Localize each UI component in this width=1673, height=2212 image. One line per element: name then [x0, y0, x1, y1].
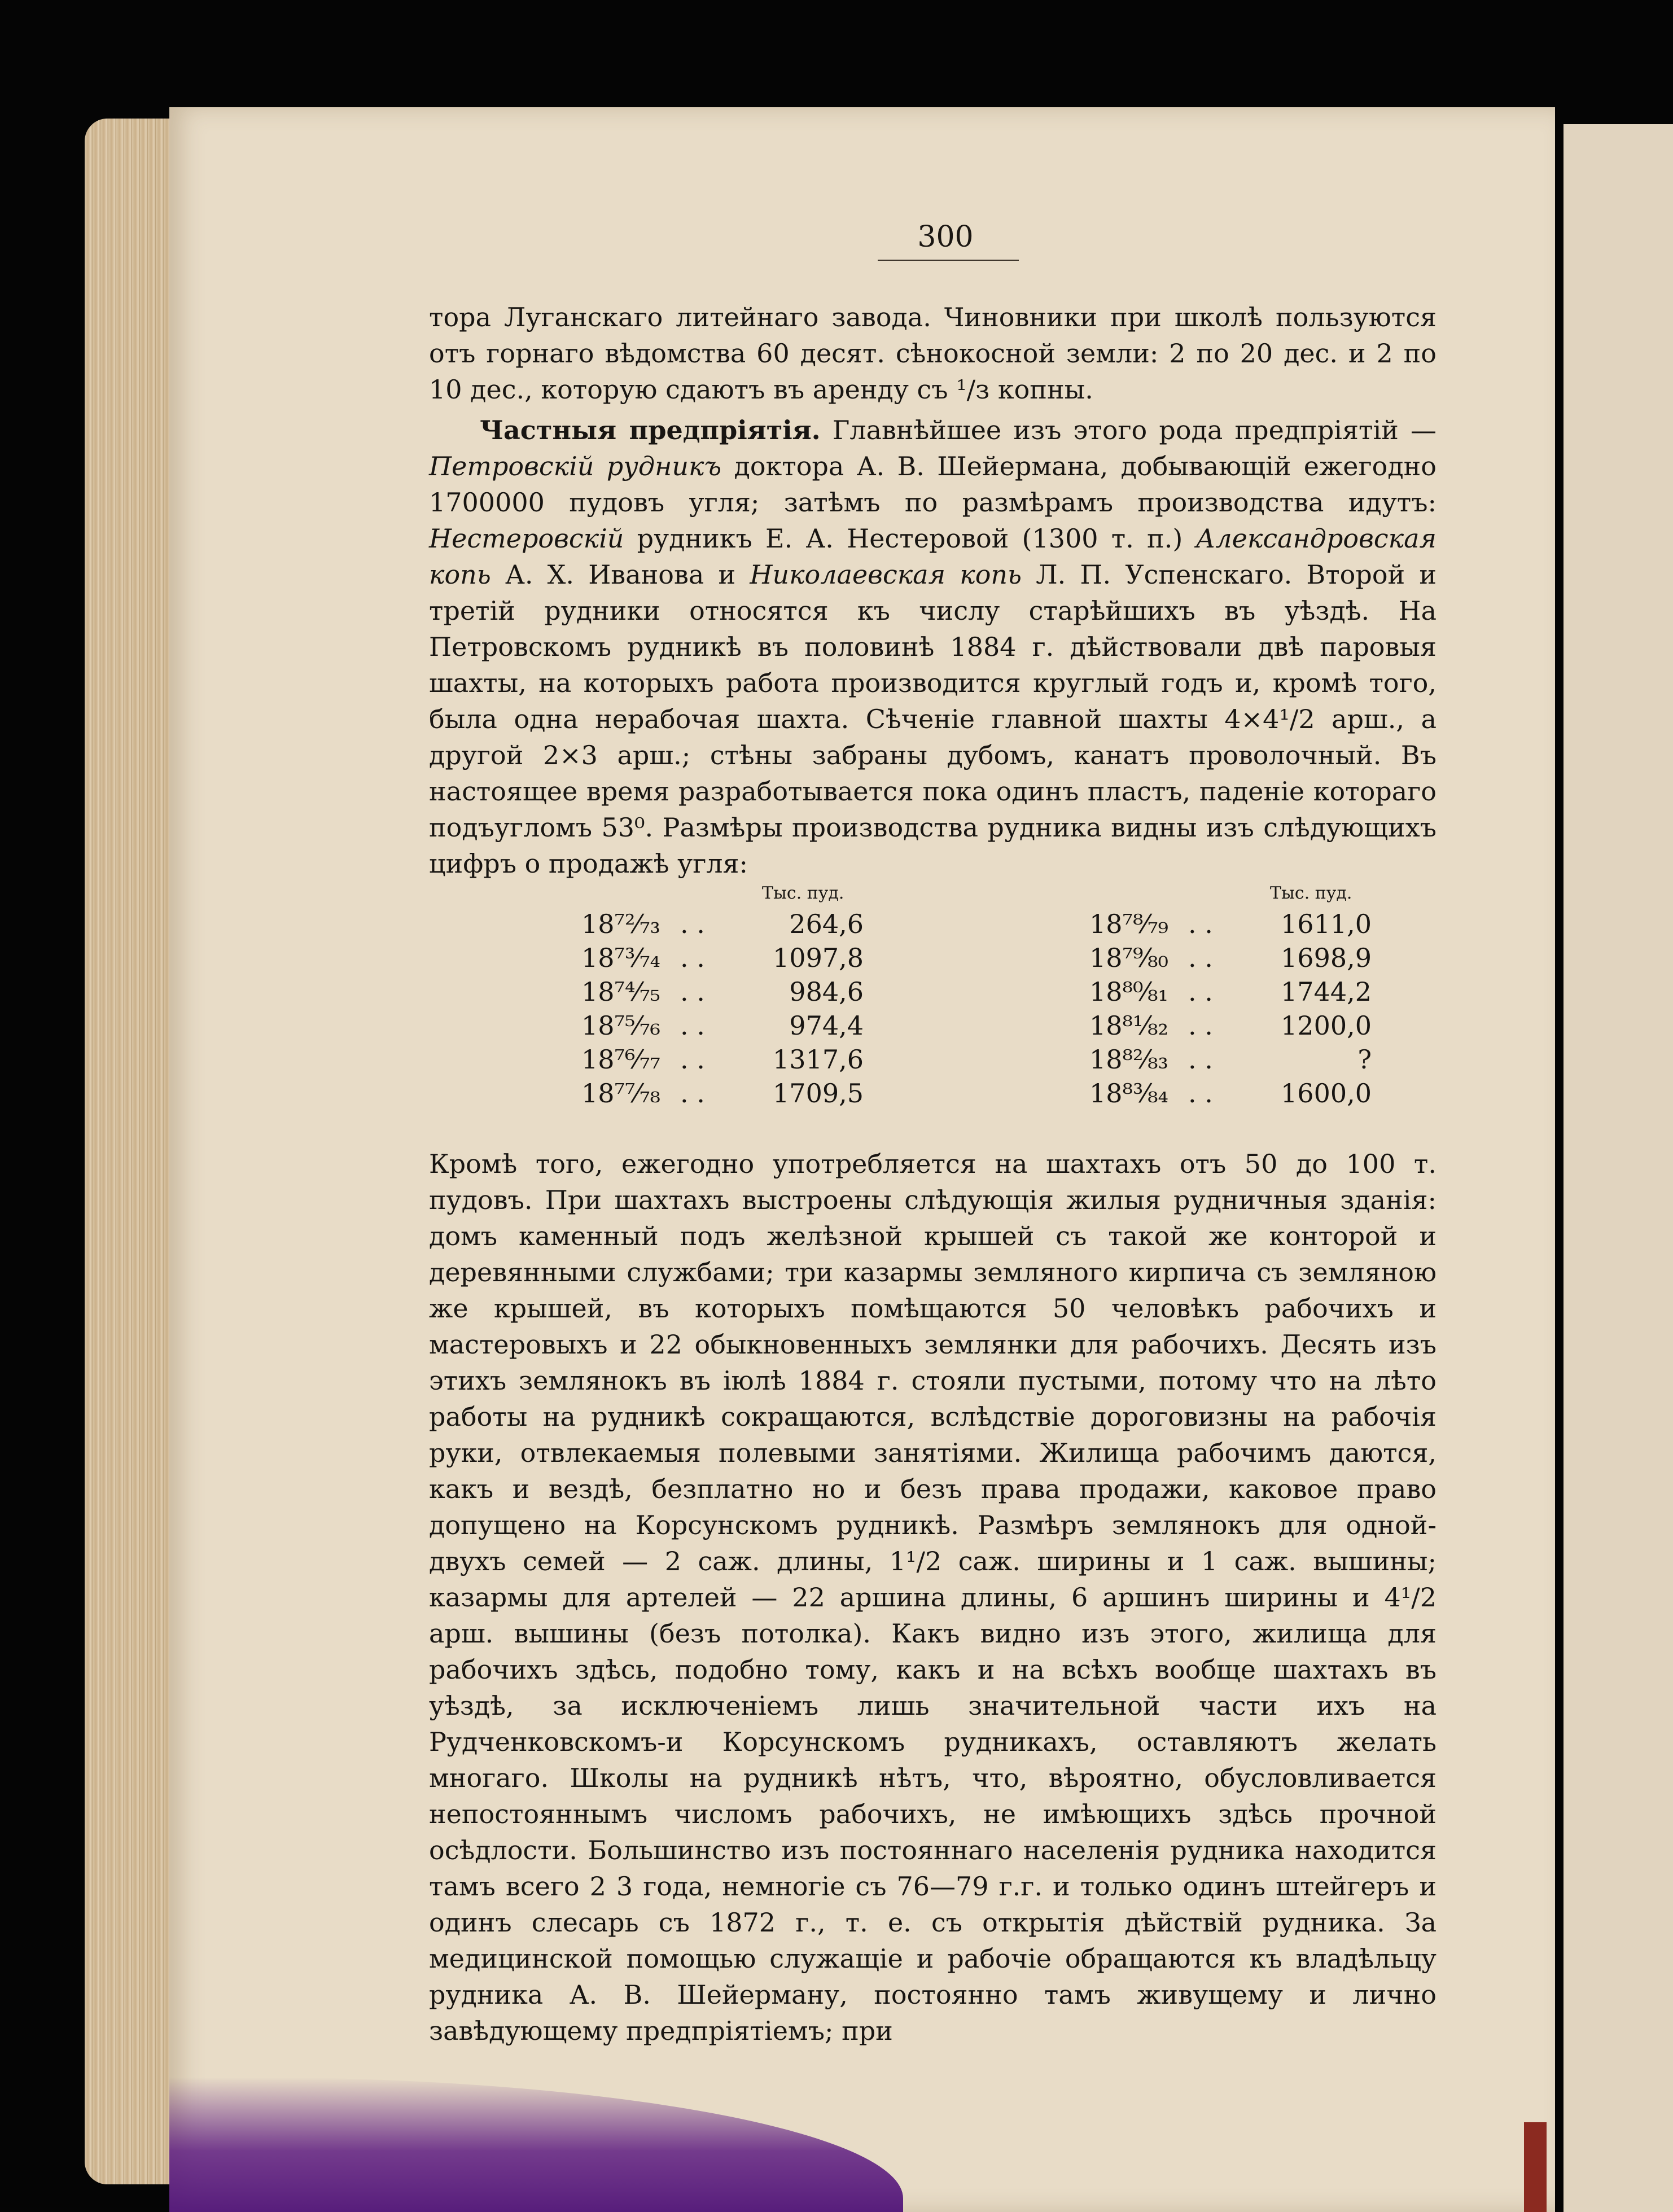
value-cell: 1709,5 [773, 1078, 864, 1109]
text-run: доктора А. В. Шейермана, добывающій ежегодно 1700000 пудовъ угля; затѣмъ по размѣрамъ производства идутъ: [429, 451, 1437, 518]
year-cell: 18⁷⁷⁄₇₈ [581, 1078, 660, 1109]
leader-dots: . . [1188, 943, 1213, 973]
table-row [581, 1010, 920, 1044]
page-number-rule [878, 260, 1019, 261]
table-row [1089, 1010, 1428, 1044]
year-cell: 18⁸³⁄₈₄ [1089, 1078, 1168, 1109]
value-cell: 1317,6 [773, 1044, 864, 1075]
leader-dots: . . [1188, 1078, 1213, 1109]
value-cell: 974,4 [789, 1010, 864, 1041]
text-run: А. Х. Иванова и [490, 559, 750, 590]
italic-name: Александровская копь [429, 523, 1436, 590]
paragraph-text [429, 412, 1436, 882]
table-row [581, 943, 920, 976]
bookmark-ribbon [1524, 2122, 1547, 2212]
value-cell: ? [1357, 1044, 1372, 1075]
value-cell: 1600,0 [1281, 1078, 1372, 1109]
page-number: 300 [917, 220, 974, 254]
leader-dots: . . [1188, 976, 1213, 1007]
year-cell: 18⁷²⁄₇₃ [581, 909, 660, 939]
column-header: Тыс. пуд. [762, 883, 844, 903]
year-cell: 18⁷³⁄₇₄ [581, 943, 660, 973]
year-cell: 18⁷⁵⁄₇₆ [581, 1010, 660, 1041]
table-row [1089, 1044, 1428, 1078]
text-run: рудникъ Е. А. Нестеровой (1300 т. п.) [624, 523, 1196, 554]
leader-dots: . . [680, 976, 705, 1007]
table-row [1089, 976, 1428, 1010]
table-row [581, 1078, 920, 1112]
value-cell: 984,6 [789, 976, 864, 1007]
year-cell: 18⁷⁸⁄₇₉ [1089, 909, 1168, 939]
year-cell: 18⁸¹⁄₈₂ [1089, 1010, 1168, 1041]
paragraph-buildings [429, 1146, 1436, 2049]
leader-dots: . . [1188, 1044, 1213, 1075]
leader-dots: . . [680, 1010, 705, 1041]
table-row [581, 976, 920, 1010]
value-cell: 1200,0 [1281, 1010, 1372, 1041]
paragraph-text: тора Луганскаго литейнаго завода. Чиновники при школѣ пользуются отъ горнаго вѣдомства 60 десят. сѣнокосной земли: 2 по 20 дес. и 2 по 10 дес., которую сдаютъ въ аренду съ ¹/з копны. [429, 302, 1436, 405]
value-cell: 1097,8 [773, 943, 864, 973]
year-cell: 18⁷⁶⁄₇₇ [581, 1044, 660, 1075]
text-run: Л. П. Успенскаго. Второй и третій рудники относятся къ числу старѣйшихъ въ уѣздѣ. На Петровскомъ рудникѣ въ половинѣ 1884 г. дѣйствовали двѣ паровыя шахты, на которыхъ работа производится круглый годъ и, кромѣ того, была одна нерабочая шахта. Сѣченіе главной шахты 4×4¹/2 арш., а другой 2×3 арш.; стѣны забраны дубомъ, канатъ проволочный. Въ настоящее время разработывается пока одинъ пластъ, паденіе котораго подъугломъ 53⁰. Размѣры производства рудника видны изъ слѣдующихъ цифръ о продажѣ угля: [429, 559, 1437, 879]
value-cell: 1744,2 [1281, 976, 1372, 1007]
italic-name: Николаевская копь [750, 559, 1022, 590]
coal-sales-table [564, 883, 1400, 1132]
paragraph-continued [429, 299, 1436, 408]
year-cell: 18⁸⁰⁄₈₁ [1089, 976, 1168, 1007]
leader-dots: . . [680, 943, 705, 973]
year-cell: 18⁸²⁄₈₃ [1089, 1044, 1168, 1075]
italic-name: Петровскій рудникъ [429, 451, 722, 481]
leader-dots: . . [680, 909, 705, 939]
table-row [581, 909, 920, 943]
table-row [581, 1044, 920, 1078]
column-header: Тыс. пуд. [1270, 883, 1352, 903]
facing-page-edge [1563, 124, 1673, 2212]
paragraph-text: Кромѣ того, ежегодно употребляется на шахтахъ отъ 50 до 100 т. пудовъ. При шахтахъ выстроены слѣдующія жилыя рудничныя зданія: домъ каменный подъ желѣзной крышей съ такой же конторой и деревянными службами; три казармы земляного кирпича съ земляною же крышей, въ которыхъ помѣщаются 50 человѣкъ рабочихъ и мастеровыхъ и 22 обыкновенныхъ землянки для рабочихъ. Десять изъ этихъ землянокъ въ іюлѣ 1884 г. стояли пустыми, потому что на лѣто работы на рудникѣ сокращаются, вслѣдствіе дороговизны на рабочія руки, отвлекаемыя полевыми занятіями. Жилища рабочимъ даются, какъ и вездѣ, безплатно но и безъ права продажи, каковое право допущено на Корсунскомъ рудникѣ. Размѣръ землянокъ для одной-двухъ семей — 2 саж. длины, 1¹/2 саж. ширины и 1 саж. вышины; казармы для артелей — 22 аршина длины, 6 аршинъ ширины и 4¹/2 арш. вышины (безъ потолка). Какъ видно изъ этого, жилища для рабочихъ здѣсь, подобно тому, какъ и на всѣхъ вообще шахтахъ въ уѣздѣ, за исключеніемъ лишь значительной части ихъ на Рудченковскомъ-и Корсунскомъ рудникахъ, оставляютъ желать многаго. Школы на рудникѣ нѣтъ, что, вѣроятно, обусловливается непостояннымъ числомъ рабочихъ, не имѣющихъ здѣсь прочной осѣдлости. Большинство изъ постояннаго населенія рудника находится тамъ всего 2 3 года, немногіе съ 76—79 г.г. и только одинъ штейгеръ и одинъ слесарь съ 1872 г., т. е. съ открытія дѣйствій рудника. За медицинской помощью служащіе и рабочіе обращаются къ владѣльцу рудника А. В. Шейерману, постоянно тамъ живущему и лично завѣдующему предпріятіемъ; при [429, 1149, 1436, 2046]
leader-dots: . . [680, 1044, 705, 1075]
year-cell: 18⁷⁴⁄₇₅ [581, 976, 660, 1007]
table-row [1089, 943, 1428, 976]
leader-dots: . . [680, 1078, 705, 1109]
paragraph-private-enterprises [429, 412, 1436, 882]
section-heading: Частныя предпріятія. [480, 415, 821, 445]
value-cell: 1698,9 [1281, 943, 1372, 973]
table-row [1089, 1078, 1428, 1112]
value-cell: 264,6 [789, 909, 864, 939]
italic-name: Нестеровскій [429, 523, 624, 554]
value-cell: 1611,0 [1281, 909, 1372, 939]
leader-dots: . . [1188, 909, 1213, 939]
text-run: Главнѣйшее изъ этого рода предпріятій — [820, 415, 1437, 445]
leader-dots: . . [1188, 1010, 1213, 1041]
table-row [1089, 909, 1428, 943]
year-cell: 18⁷⁹⁄₈₀ [1089, 943, 1168, 973]
page-edges [85, 119, 181, 2184]
